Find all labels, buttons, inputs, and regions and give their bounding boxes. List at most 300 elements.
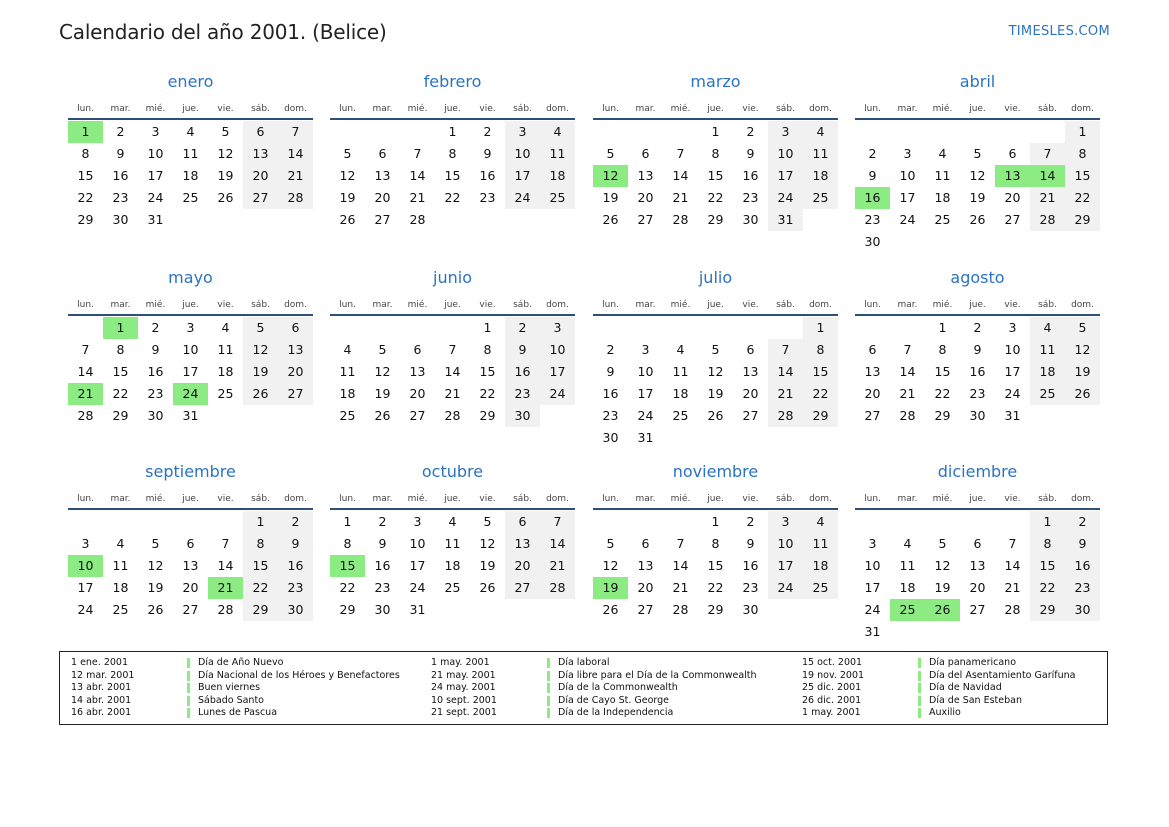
weekday-label: dom. <box>284 300 307 310</box>
day-cell: 23 <box>479 190 496 205</box>
day-cell: 10 <box>1004 342 1021 357</box>
day-cell: 3 <box>81 536 90 551</box>
day-cell: 12 <box>374 364 391 379</box>
holiday-name: Día Nacional de los Héroes y Benefactores <box>187 671 400 681</box>
day-cell: 4 <box>803 121 838 143</box>
month-name: noviembre <box>672 462 759 481</box>
day-cell: 22 <box>479 386 496 401</box>
weekday-label: mié. <box>407 494 428 504</box>
day-cell: 22 <box>339 580 356 595</box>
day-cell: 29 <box>1030 599 1065 621</box>
day-cell: 13 <box>505 533 540 555</box>
weekday-label: mar. <box>897 300 918 310</box>
day-cell: 28 <box>278 187 313 209</box>
day-cell: 14 <box>1004 558 1021 573</box>
day-cell: 15 <box>444 168 461 183</box>
month-name: abril <box>959 72 996 91</box>
day-cell: 22 <box>1065 187 1100 209</box>
day-cell: 9 <box>746 536 755 551</box>
day-cell: 24 <box>147 190 164 205</box>
day-cell: 9 <box>151 342 160 357</box>
day-cell: 14 <box>217 558 234 573</box>
day-cell: 16 <box>1065 555 1100 577</box>
day-cell: 28 <box>217 602 234 617</box>
day-cell: 28 <box>672 602 689 617</box>
day-cell: 5 <box>938 536 947 551</box>
day-cell: 20 <box>742 386 759 401</box>
day-cell: 12 <box>217 146 234 161</box>
day-cell: 16 <box>479 168 496 183</box>
day-cell: 3 <box>903 146 912 161</box>
holiday-day: 19 <box>593 577 628 599</box>
site-link[interactable]: TIMESLES.COM <box>1008 24 1110 39</box>
day-cell: 10 <box>505 143 540 165</box>
day-cell: 16 <box>278 555 313 577</box>
day-cell: 30 <box>1065 599 1100 621</box>
weekday-label: mar. <box>110 300 131 310</box>
day-cell: 27 <box>505 577 540 599</box>
day-cell: 13 <box>374 168 391 183</box>
day-cell: 22 <box>112 386 129 401</box>
day-cell: 2 <box>151 320 160 335</box>
month-rule <box>855 508 1100 510</box>
day-cell: 16 <box>969 364 986 379</box>
day-cell: 29 <box>479 408 496 423</box>
weekday-label: mar. <box>110 494 131 504</box>
day-cell: 13 <box>742 364 759 379</box>
day-cell: 8 <box>711 536 720 551</box>
holiday-day: 25 <box>890 599 925 621</box>
day-cell: 5 <box>483 514 492 529</box>
day-cell: 24 <box>77 602 94 617</box>
day-cell: 21 <box>278 165 313 187</box>
day-cell: 9 <box>378 536 387 551</box>
day-cell: 27 <box>637 212 654 227</box>
day-cell: 29 <box>77 212 94 227</box>
day-cell: 7 <box>413 146 422 161</box>
day-cell: 12 <box>147 558 164 573</box>
day-cell: 29 <box>707 602 724 617</box>
weekday-label: mié. <box>670 104 691 114</box>
weekday-label: dom. <box>1071 104 1094 114</box>
day-cell: 24 <box>768 187 803 209</box>
day-cell: 3 <box>505 121 540 143</box>
month-rule <box>593 508 838 510</box>
day-cell: 11 <box>899 558 916 573</box>
day-cell: 11 <box>672 364 689 379</box>
weekday-label: dom. <box>809 300 832 310</box>
day-cell: 23 <box>864 212 881 227</box>
weekday-label: lun. <box>864 104 881 114</box>
day-cell: 26 <box>479 580 496 595</box>
month-rule <box>330 118 575 120</box>
day-cell: 15 <box>803 361 838 383</box>
day-cell: 15 <box>479 364 496 379</box>
day-cell: 20 <box>243 165 278 187</box>
day-cell: 8 <box>938 342 947 357</box>
weekday-label: mar. <box>110 104 131 114</box>
day-cell: 18 <box>182 168 199 183</box>
day-cell: 24 <box>899 212 916 227</box>
weekday-label: lun. <box>77 494 94 504</box>
holiday-name: Día de Cayo St. George <box>547 696 669 706</box>
holiday-day: 1 <box>103 317 138 339</box>
day-cell: 2 <box>746 124 755 139</box>
day-cell: 20 <box>1004 190 1021 205</box>
day-cell: 16 <box>147 364 164 379</box>
day-cell: 30 <box>374 602 391 617</box>
day-cell: 11 <box>803 533 838 555</box>
day-cell: 15 <box>112 364 129 379</box>
day-cell: 2 <box>868 146 877 161</box>
day-cell: 17 <box>77 580 94 595</box>
holiday-name: Día de la Commonwealth <box>547 683 678 693</box>
weekday-label: sáb. <box>1038 300 1057 310</box>
months-grid <box>68 72 1102 642</box>
day-cell: 31 <box>637 430 654 445</box>
day-cell: 2 <box>973 320 982 335</box>
day-cell: 11 <box>540 143 575 165</box>
day-cell: 8 <box>711 146 720 161</box>
day-cell: 21 <box>540 555 575 577</box>
day-cell: 18 <box>217 364 234 379</box>
day-cell: 8 <box>116 342 125 357</box>
day-cell: 15 <box>707 168 724 183</box>
weekday-label: jue. <box>444 104 461 114</box>
day-cell: 19 <box>374 386 391 401</box>
weekday-label: jue. <box>707 494 724 504</box>
holiday-date: 15 oct. 2001 <box>802 657 863 668</box>
day-cell: 15 <box>1065 165 1100 187</box>
weekday-label: vie. <box>479 300 496 310</box>
day-cell: 12 <box>707 364 724 379</box>
day-cell: 1 <box>938 320 947 335</box>
holiday-date: 10 sept. 2001 <box>431 694 497 706</box>
day-cell: 19 <box>969 190 986 205</box>
day-cell: 4 <box>343 342 352 357</box>
day-cell: 19 <box>339 190 356 205</box>
day-cell: 7 <box>221 536 230 551</box>
day-cell: 7 <box>540 511 575 533</box>
month-name: octubre <box>421 462 484 481</box>
day-cell: 1 <box>343 514 352 529</box>
day-cell: 18 <box>672 386 689 401</box>
day-cell: 23 <box>278 577 313 599</box>
weekday-label: dom. <box>809 494 832 504</box>
weekday-label: jue. <box>182 104 199 114</box>
day-cell: 10 <box>768 143 803 165</box>
day-cell: 26 <box>707 408 724 423</box>
day-cell: 15 <box>707 558 724 573</box>
day-cell: 17 <box>637 386 654 401</box>
day-cell: 23 <box>742 580 759 595</box>
weekday-label: vie. <box>479 494 496 504</box>
day-cell: 6 <box>278 317 313 339</box>
day-cell: 18 <box>803 555 838 577</box>
holiday-name: Día de San Esteban <box>918 696 1022 706</box>
holiday-day: 26 <box>925 599 960 621</box>
page-title: Calendario del año 2001. (Belice) <box>59 20 387 44</box>
weekday-label: vie. <box>1004 494 1021 504</box>
day-cell: 27 <box>243 187 278 209</box>
day-cell: 30 <box>969 408 986 423</box>
day-cell: 26 <box>602 212 619 227</box>
weekday-label: jue. <box>707 104 724 114</box>
day-cell: 14 <box>77 364 94 379</box>
day-cell: 30 <box>742 212 759 227</box>
day-cell: 27 <box>742 408 759 423</box>
day-cell: 19 <box>1065 361 1100 383</box>
day-cell: 23 <box>112 190 129 205</box>
day-cell: 9 <box>278 533 313 555</box>
day-cell: 27 <box>374 212 391 227</box>
day-cell: 18 <box>934 190 951 205</box>
day-cell: 30 <box>505 405 540 427</box>
day-cell: 31 <box>864 624 881 639</box>
holiday-name: Día de Navidad <box>918 683 1002 693</box>
day-cell: 25 <box>444 580 461 595</box>
day-cell: 18 <box>339 386 356 401</box>
day-cell: 25 <box>803 577 838 599</box>
day-cell: 27 <box>278 383 313 405</box>
day-cell: 25 <box>1030 383 1065 405</box>
day-cell: 26 <box>602 602 619 617</box>
day-cell: 18 <box>540 165 575 187</box>
day-cell: 14 <box>768 361 803 383</box>
day-cell: 10 <box>540 339 575 361</box>
day-cell: 9 <box>746 146 755 161</box>
day-cell: 30 <box>742 602 759 617</box>
weekday-label: lun. <box>77 300 94 310</box>
month-rule <box>855 118 1100 120</box>
weekday-label: jue. <box>969 300 986 310</box>
day-cell: 27 <box>409 408 426 423</box>
holiday-day: 13 <box>995 165 1030 187</box>
weekday-label: dom. <box>284 494 307 504</box>
day-cell: 8 <box>81 146 90 161</box>
day-cell: 16 <box>505 361 540 383</box>
day-cell: 14 <box>540 533 575 555</box>
day-cell: 21 <box>899 386 916 401</box>
weekday-label: mar. <box>897 494 918 504</box>
holiday-name: Buen viernes <box>187 683 260 693</box>
holiday-date: 26 dic. 2001 <box>802 694 862 706</box>
day-cell: 12 <box>243 339 278 361</box>
weekday-label: lun. <box>602 494 619 504</box>
holiday-day: 14 <box>1030 165 1065 187</box>
day-cell: 8 <box>803 339 838 361</box>
day-cell: 31 <box>182 408 199 423</box>
month-name: enero <box>167 72 214 91</box>
day-cell: 25 <box>803 187 838 209</box>
weekday-label: vie. <box>742 494 759 504</box>
holiday-name: Auxilio <box>918 708 961 718</box>
holiday-day: 15 <box>330 555 365 577</box>
weekday-label: lun. <box>864 494 881 504</box>
day-cell: 22 <box>444 190 461 205</box>
day-cell: 17 <box>864 580 881 595</box>
day-cell: 28 <box>672 212 689 227</box>
day-cell: 28 <box>1030 209 1065 231</box>
day-cell: 27 <box>637 602 654 617</box>
weekday-label: sáb. <box>251 494 270 504</box>
day-cell: 2 <box>378 514 387 529</box>
day-cell: 6 <box>378 146 387 161</box>
day-cell: 23 <box>1065 577 1100 599</box>
day-cell: 7 <box>448 342 457 357</box>
day-cell: 21 <box>768 383 803 405</box>
weekday-label: sáb. <box>513 300 532 310</box>
day-cell: 2 <box>505 317 540 339</box>
day-cell: 13 <box>864 364 881 379</box>
day-cell: 1 <box>711 124 720 139</box>
month-rule <box>855 314 1100 316</box>
weekday-label: mar. <box>897 104 918 114</box>
day-cell: 17 <box>147 168 164 183</box>
day-cell: 1 <box>483 320 492 335</box>
day-cell: 1 <box>803 317 838 339</box>
day-cell: 16 <box>602 386 619 401</box>
holiday-day: 21 <box>68 383 103 405</box>
day-cell: 5 <box>343 146 352 161</box>
day-cell: 17 <box>1004 364 1021 379</box>
day-cell: 11 <box>444 536 461 551</box>
weekday-label: jue. <box>707 300 724 310</box>
day-cell: 6 <box>186 536 195 551</box>
weekday-label: lun. <box>339 300 356 310</box>
weekday-label: jue. <box>182 494 199 504</box>
day-cell: 11 <box>112 558 129 573</box>
day-cell: 19 <box>934 580 951 595</box>
day-cell: 22 <box>707 580 724 595</box>
weekday-label: sáb. <box>776 494 795 504</box>
weekday-label: dom. <box>809 104 832 114</box>
day-cell: 1 <box>1065 121 1100 143</box>
day-cell: 29 <box>803 405 838 427</box>
weekday-label: mar. <box>635 300 656 310</box>
day-cell: 29 <box>112 408 129 423</box>
day-cell: 20 <box>374 190 391 205</box>
weekday-label: jue. <box>969 104 986 114</box>
day-cell: 2 <box>278 511 313 533</box>
day-cell: 20 <box>278 361 313 383</box>
day-cell: 14 <box>672 168 689 183</box>
weekday-label: dom. <box>284 104 307 114</box>
day-cell: 6 <box>868 342 877 357</box>
holiday-date: 1 may. 2001 <box>802 707 861 719</box>
day-cell: 14 <box>899 364 916 379</box>
day-cell: 16 <box>112 168 129 183</box>
day-cell: 26 <box>374 408 391 423</box>
holiday-day: 16 <box>855 187 890 209</box>
day-cell: 28 <box>409 212 426 227</box>
day-cell: 25 <box>672 408 689 423</box>
weekday-label: sáb. <box>251 104 270 114</box>
day-cell: 4 <box>676 342 685 357</box>
weekday-label: sáb. <box>776 104 795 114</box>
day-cell: 13 <box>409 364 426 379</box>
day-cell: 17 <box>540 361 575 383</box>
weekday-label: jue. <box>444 494 461 504</box>
weekday-label: mié. <box>145 494 166 504</box>
holiday-date: 21 may. 2001 <box>431 669 496 681</box>
weekday-label: mié. <box>670 494 691 504</box>
day-cell: 24 <box>409 580 426 595</box>
holiday-name: Día del Asentamiento Garífuna <box>918 671 1075 681</box>
day-cell: 8 <box>243 533 278 555</box>
holiday-name: Día libre para el Día de la Commonwealth <box>547 671 757 681</box>
day-cell: 27 <box>182 602 199 617</box>
day-cell: 3 <box>413 514 422 529</box>
day-cell: 3 <box>151 124 160 139</box>
day-cell: 22 <box>707 190 724 205</box>
day-cell: 16 <box>374 558 391 573</box>
month-name: diciembre <box>937 462 1018 481</box>
weekday-label: mié. <box>932 300 953 310</box>
weekday-label: mié. <box>932 494 953 504</box>
month-name: mayo <box>168 268 213 287</box>
holiday-day: 21 <box>208 577 243 599</box>
day-cell: 1 <box>448 124 457 139</box>
holiday-date: 19 nov. 2001 <box>802 669 865 681</box>
month-name: junio <box>433 268 472 287</box>
month-rule <box>593 314 838 316</box>
month-rule <box>68 508 313 510</box>
day-cell: 4 <box>1030 317 1065 339</box>
day-cell: 6 <box>505 511 540 533</box>
day-cell: 4 <box>540 121 575 143</box>
day-cell: 12 <box>934 558 951 573</box>
day-cell: 8 <box>1065 143 1100 165</box>
day-cell: 26 <box>1065 383 1100 405</box>
day-cell: 7 <box>81 342 90 357</box>
day-cell: 23 <box>602 408 619 423</box>
day-cell: 2 <box>483 124 492 139</box>
day-cell: 26 <box>217 190 234 205</box>
day-cell: 29 <box>243 599 278 621</box>
day-cell: 26 <box>243 383 278 405</box>
day-cell: 28 <box>444 408 461 423</box>
weekday-label: vie. <box>742 300 759 310</box>
day-cell: 31 <box>409 602 426 617</box>
weekday-label: mié. <box>407 104 428 114</box>
day-cell: 24 <box>540 383 575 405</box>
day-cell: 23 <box>147 386 164 401</box>
holiday-name: Día panamericano <box>918 658 1016 668</box>
day-cell: 20 <box>182 580 199 595</box>
weekday-label: vie. <box>217 104 234 114</box>
day-cell: 3 <box>768 121 803 143</box>
weekday-label: mié. <box>145 300 166 310</box>
day-cell: 13 <box>278 339 313 361</box>
day-cell: 17 <box>768 555 803 577</box>
day-cell: 29 <box>1065 209 1100 231</box>
day-cell: 7 <box>768 339 803 361</box>
day-cell: 30 <box>112 212 129 227</box>
day-cell: 20 <box>637 190 654 205</box>
day-cell: 21 <box>672 190 689 205</box>
day-cell: 9 <box>483 146 492 161</box>
day-cell: 8 <box>1030 533 1065 555</box>
day-cell: 16 <box>742 558 759 573</box>
day-cell: 14 <box>278 143 313 165</box>
day-cell: 18 <box>112 580 129 595</box>
day-cell: 4 <box>448 514 457 529</box>
day-cell: 7 <box>278 121 313 143</box>
weekday-label: mar. <box>635 494 656 504</box>
day-cell: 27 <box>969 602 986 617</box>
day-cell: 30 <box>147 408 164 423</box>
